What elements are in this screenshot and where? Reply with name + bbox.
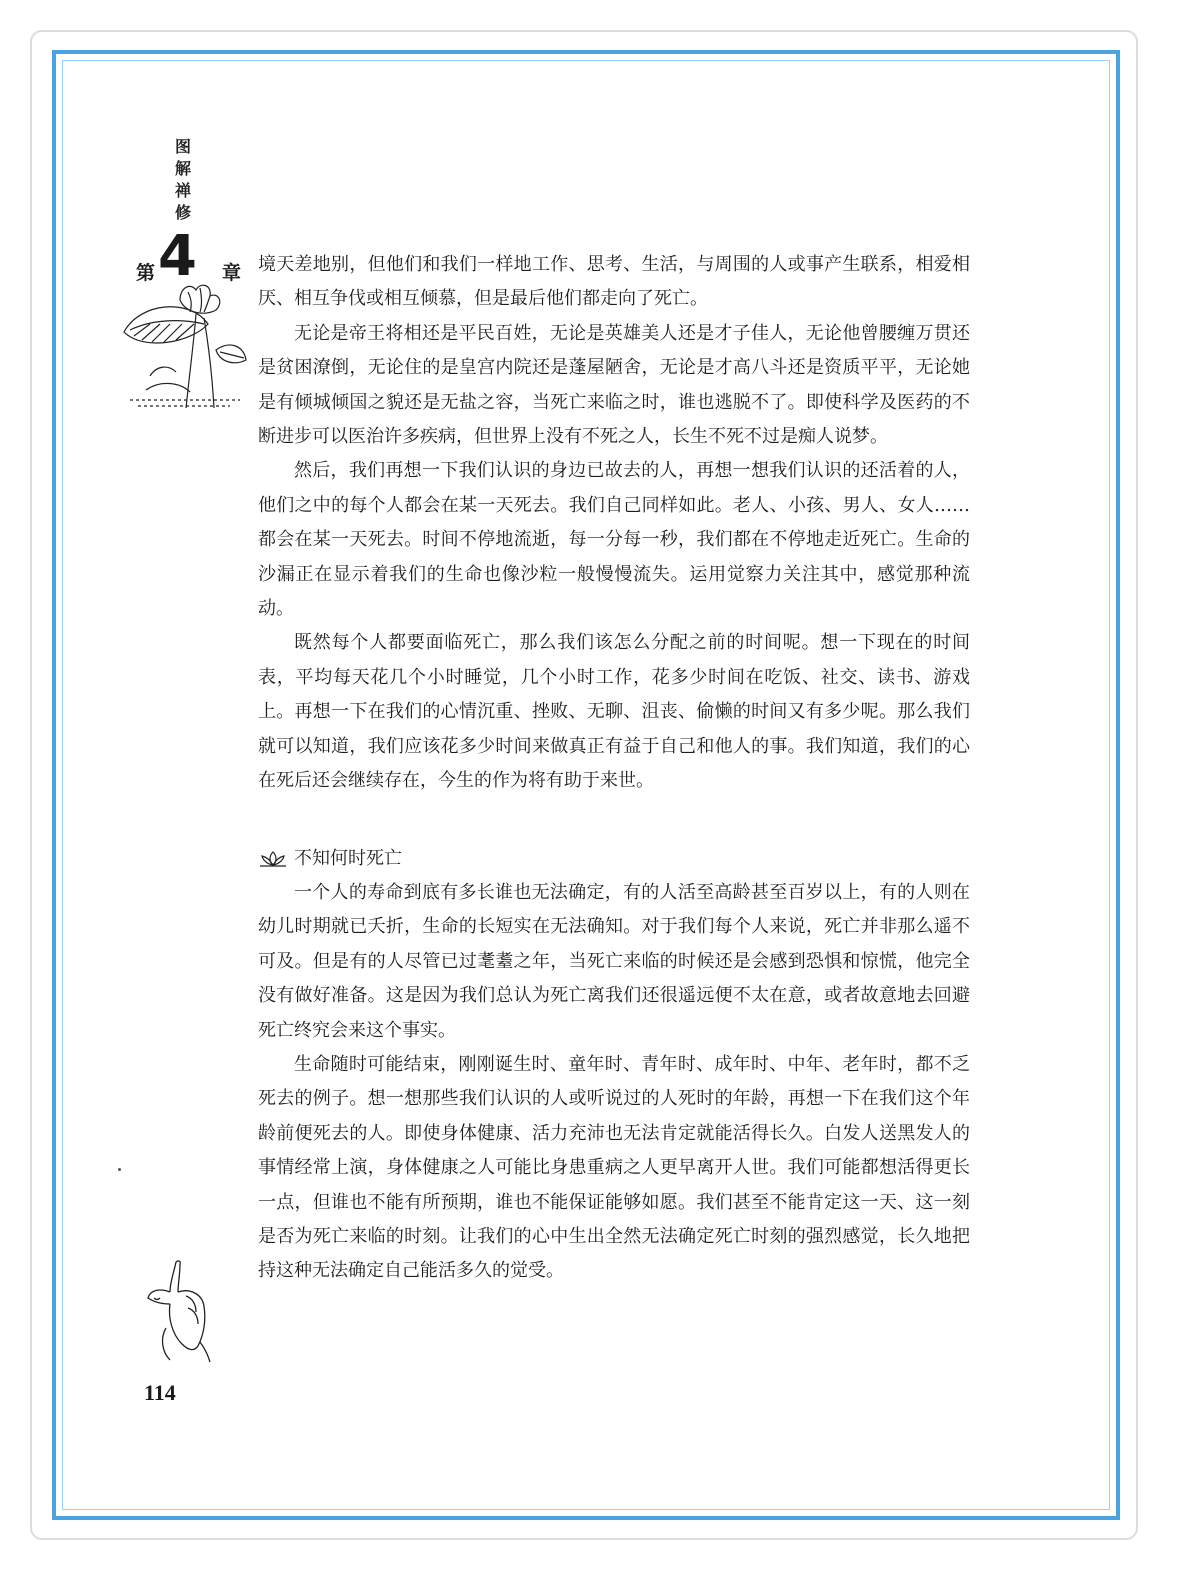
paragraph: 生命随时可能结束，刚刚诞生时、童年时、青年时、成年时、中年、老年时，都不乏死去的例子。想一想那些我们认识的人或听说过的人死时的年龄，再想一下在我们这个年龄前便死去的人。即使身体健康、活力充沛也无法肯定就能活得长久。白发人送黑发人的事情经常上演，身体健康之人可能比身患重病之人更早离开人世。我们可能都想活得更长一点，但谁也不能有所预期，谁也不能保证能够如愿。我们甚至不能肯定这一天、这一刻是否为死亡来临的时刻。让我们的心中生出全然无法确定死亡时刻的强烈感觉，长久地把持这种无法确定自己能活多久的觉受。 <box>258 1054 970 1282</box>
chapter-number: 4 <box>158 224 195 289</box>
paragraph: 境天差地别，但他们和我们一样地工作、思考、生活，与周围的人或事产生联系，相爱相厌、相互争伐或相互倾慕，但是最后他们都走向了死亡。 <box>258 254 970 310</box>
chapter-prefix: 第 <box>136 262 156 284</box>
book-title-char: 修 <box>174 203 191 222</box>
section-heading-text: 不知何时死亡 <box>294 848 402 869</box>
book-title-char: 图 <box>174 137 191 156</box>
book-title <box>170 136 196 224</box>
body-text-bottom <box>258 876 970 1289</box>
body-text-top <box>258 248 970 799</box>
chapter-suffix: 章 <box>222 262 242 284</box>
paragraph: 既然每个人都要面临死亡，那么我们该怎么分配之前的时间呢。想一下现在的时间表，平均每天花几个小时睡觉，几个小时工作，花多少时间在吃饭、社交、读书、游戏上。再想一下在我们的心情沉重、挫败、无聊、沮丧、偷懒的时间又有多少呢。那么我们就可以知道，我们应该花多少时间来做真正有益于自己和他人的事。我们知道，我们的心在死后还会继续存在，今生的作为将有助于来世。 <box>258 632 970 792</box>
hand-mudra-icon <box>140 1258 230 1364</box>
scan-speck <box>118 1168 121 1171</box>
book-title-char: 解 <box>174 159 191 178</box>
paragraph: 无论是帝王将相还是平民百姓，无论是英雄美人还是才子佳人，无论他曾腰缠万贯还是贫困潦倒，无论住的是皇宫内院还是蓬屋陋舍，无论是才高八斗还是资质平平，无论她是有倾城倾国之貌还是无盐之容，当死亡来临之时，谁也逃脱不了。即使科学及医药的不断进步可以医治许多疾病，但世界上没有不死之人，长生不死不过是痴人说梦。 <box>258 322 970 448</box>
paragraph: 然后，我们再想一下我们认识的身边已故去的人，再想一想我们认识的还活着的人，他们之中的每个人都会在某一天死去。我们自己同样如此。老人、小孩、男人、女人……都会在某一天死去。时间不停地流逝，每一分每一秒，我们都在不停地走近死亡。生命的沙漏正在显示着我们的生命也像沙粒一般慢慢流失。运用觉察力关注其中，感觉那种流动。 <box>258 460 970 620</box>
lotus-bullet-icon <box>258 850 288 868</box>
section-heading <box>258 842 658 876</box>
page-number: 114 <box>144 1380 176 1405</box>
lotus-illustration-icon <box>120 280 250 412</box>
paragraph: 一个人的寿命到底有多长谁也无法确定，有的人活至高龄甚至百岁以上，有的人则在幼儿时期就已夭折，生命的长短实在无法确知。对于我们每个人来说，死亡并非那么遥不可及。但是有的人尽管已过耄耋之年，当死亡来临的时候还是会感到恐惧和惊慌，他完全没有做好准备。这是因为我们总认为死亡离我们还很遥远便不太在意，或者故意地去回避死亡终究会来这个事实。 <box>258 882 970 1041</box>
book-title-char: 禅 <box>174 181 191 200</box>
